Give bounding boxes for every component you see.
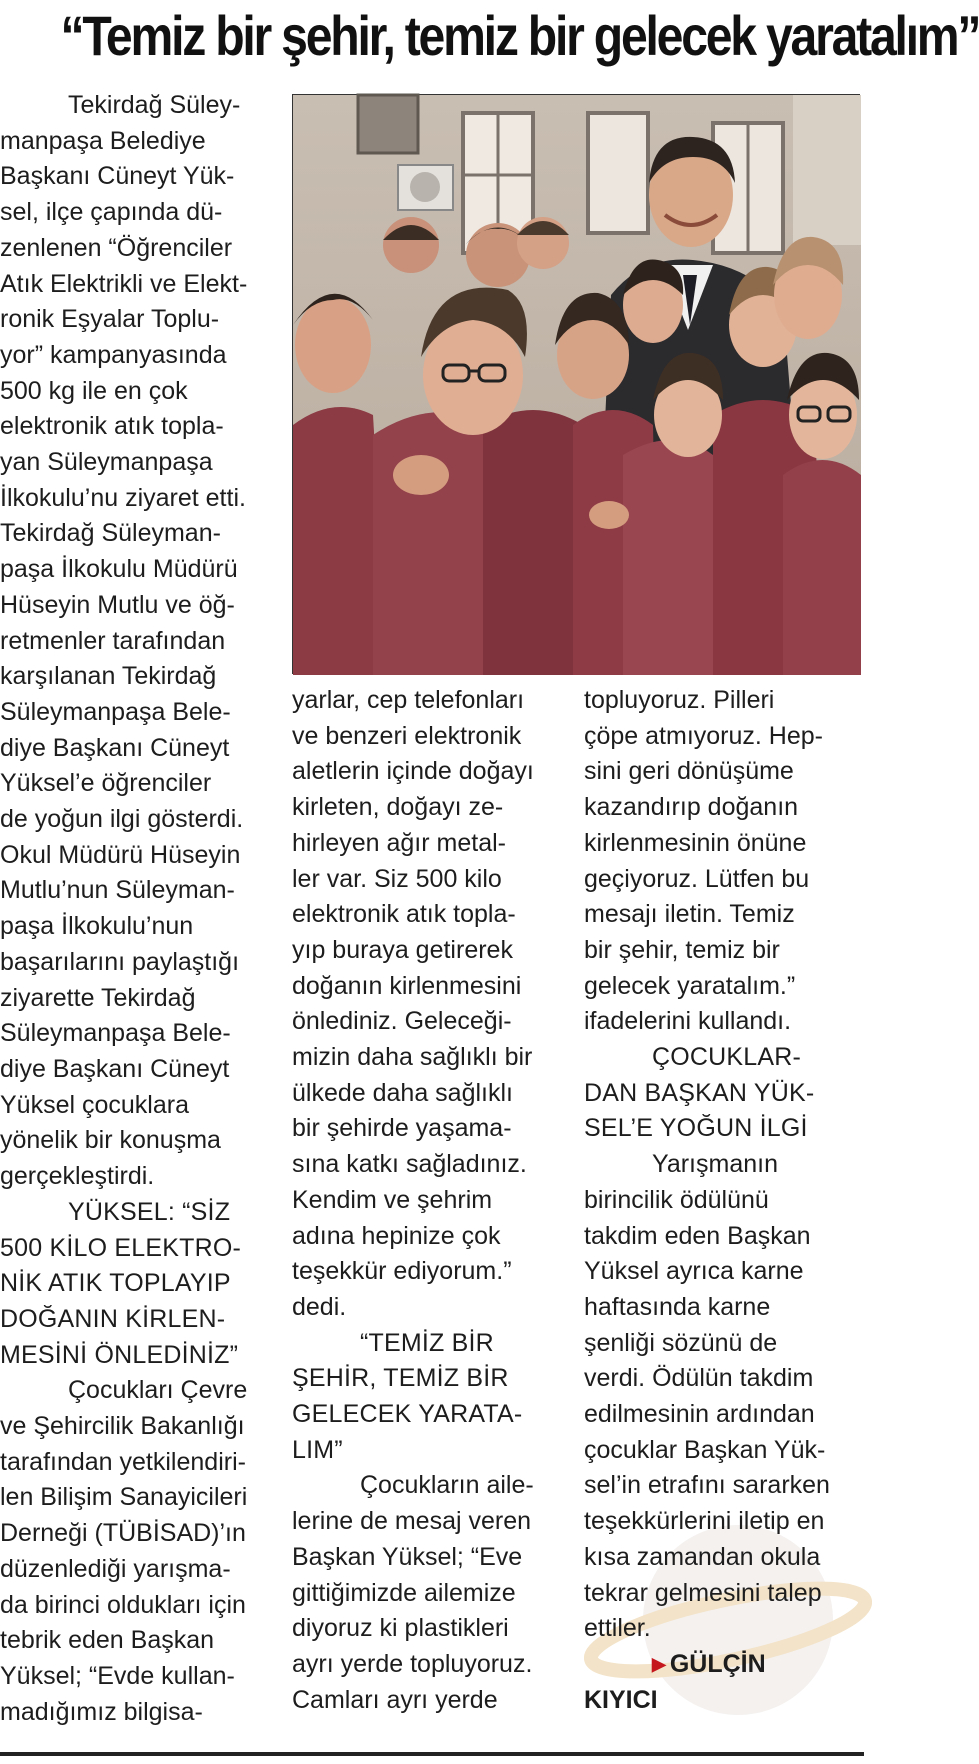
triangle-right-icon: ▶ [652, 1653, 666, 1674]
text-line: teşekkür ediyorum.” [292, 1257, 512, 1286]
text-line: kısa zamandan okula [584, 1542, 821, 1571]
text-line: ve benzeri elektronik [292, 721, 522, 750]
text-line: adına hepinize çok [292, 1221, 501, 1250]
text-line: kirlenmesinin önüne [584, 828, 807, 857]
article-column-1 [0, 88, 262, 1730]
text-line: Çocukların aile- [360, 1471, 534, 1500]
text-line: manpaşa Belediye [0, 126, 206, 155]
text-line: ülkede daha sağlıklı [292, 1078, 513, 1107]
text-line: yarlar, cep telefonları [292, 686, 525, 714]
subheading-line: ÇOCUKLAR- [652, 1043, 802, 1072]
text-line: sına katkı sağladınız. [292, 1150, 527, 1179]
subheading-line: NİK ATIK TOPLAYIP [0, 1269, 231, 1298]
article-photo [292, 94, 860, 674]
text-line: mizin daha sağlıklı bir [292, 1043, 533, 1072]
text-line: bir şehirde yaşama- [292, 1114, 512, 1143]
text-line: Okul Müdürü Hüseyin [0, 840, 241, 869]
subheading-line: MESİNİ ÖNLEDİNİZ” [0, 1340, 239, 1369]
text-line: Hüseyin Mutlu ve öğ- [0, 590, 235, 619]
text-line: haftasında karne [584, 1292, 771, 1321]
text-line: teşekkürlerini iletip en [584, 1507, 825, 1536]
text-line: Atık Elektrikli ve Elekt- [0, 269, 248, 298]
text-line: sel’in etrafını sararken [584, 1471, 830, 1500]
article-column-3 [584, 683, 854, 1718]
text-line: da birinci oldukları için [0, 1590, 246, 1619]
author-last-name: KIYICI [584, 1685, 658, 1714]
text-line: Başkanı Cüneyt Yük- [0, 162, 235, 191]
text-line: mesajı iletin. Temiz [584, 900, 795, 929]
text-line: dedi. [292, 1292, 347, 1321]
text-line: kirleten, doğayı ze- [292, 793, 504, 822]
text-line: ler var. Siz 500 kilo [292, 864, 502, 893]
subheading-line: LIM” [292, 1435, 343, 1464]
text-line: kazandırıp doğanın [584, 793, 799, 822]
text-line: Yarışmanın [652, 1150, 778, 1179]
subheading-line: 500 KİLO ELEKTRO- [0, 1233, 241, 1262]
text-line: Yüksel ayrıca karne [584, 1257, 804, 1286]
text-line: takdim eden Başkan [584, 1221, 811, 1250]
text-line: yıp buraya getirerek [292, 935, 513, 964]
text-line: Tekirdağ Süleyman- [0, 519, 221, 548]
text-line: önlediniz. Geleceği- [292, 1007, 512, 1036]
text-line: verdi. Ödülün takdim [584, 1364, 814, 1393]
text-line: ziyarette Tekirdağ [0, 983, 196, 1012]
text-line: paşa İlkokulu’nun [0, 912, 194, 941]
text-line: Başkan Yüksel; “Eve [292, 1542, 523, 1571]
text-line: ronik Eşyalar Toplu- [0, 305, 220, 334]
text-line: gerçekleştirdi. [0, 1162, 155, 1191]
author-first-name: GÜLÇİN [669, 1649, 766, 1678]
text-line: aletlerin içinde doğayı [292, 757, 534, 786]
text-line: sel, ilçe çapında dü- [0, 198, 223, 227]
text-line: retmenler tarafından [0, 626, 226, 655]
author-byline [584, 1647, 854, 1683]
text-line: Kendim ve şehrim [292, 1185, 493, 1214]
text-line: Derneği (TÜBİSAD)’ın [0, 1519, 246, 1548]
text-line: çöpe atmıyoruz. Hep- [584, 721, 823, 750]
text-line: ifadelerini kullandı. [584, 1007, 792, 1036]
text-line: lerine de mesaj veren [292, 1507, 532, 1536]
text-line: İlkokulu’nu ziyaret etti. [0, 483, 246, 512]
text-line: tekrar gelmesini talep [584, 1578, 822, 1607]
text-line: 500 kg ile en çok [0, 376, 188, 405]
text-line: diyoruz ki plastikleri [292, 1614, 509, 1643]
text-line: başarılarını paylaştığı [0, 947, 240, 976]
text-line: çocuklar Başkan Yük- [584, 1435, 826, 1464]
text-line: düzenlediği yarışma- [0, 1554, 231, 1583]
text-line: Süleymanpaşa Bele- [0, 697, 231, 726]
text-line: diye Başkanı Cüneyt [0, 1054, 230, 1083]
text-line: tarafından yetkilendiri- [0, 1447, 246, 1476]
text-line: elektronik atık topla- [292, 900, 516, 929]
text-line: bir şehir, temiz bir [584, 935, 780, 964]
text-line: Süleymanpaşa Bele- [0, 1019, 231, 1048]
text-line: zenlenen “Öğrenciler [0, 233, 233, 262]
text-line: topluyoruz. Pilleri [584, 686, 775, 714]
text-line: edilmesinin ardından [584, 1400, 815, 1429]
text-line: doğanın kirlenmesini [292, 971, 522, 1000]
text-line: yan Süleymanpaşa [0, 448, 213, 477]
text-line: yönelik bir konuşma [0, 1126, 221, 1155]
text-line: karşılanan Tekirdağ [0, 662, 217, 691]
subheading-line: DOĞANIN KİRLEN- [0, 1304, 226, 1333]
subheading-line: “TEMİZ BİR [360, 1328, 494, 1357]
text-line: Çocukları Çevre [68, 1376, 248, 1405]
text-line: elektronik atık topla- [0, 412, 224, 441]
subheading-line: YÜKSEL: “SİZ [68, 1197, 231, 1226]
article-column-2 [292, 683, 557, 1718]
subheading-line: GELECEK YARATA- [292, 1400, 523, 1429]
text-line: gittiğimizde ailemize [292, 1578, 516, 1607]
text-line: hirleyen ağır metal- [292, 828, 506, 857]
text-line: Camları ayrı yerde [292, 1685, 498, 1714]
bottom-rule [0, 1752, 864, 1756]
text-line: madığımız bilgisa- [0, 1697, 203, 1726]
text-line: yor” kampanyasında [0, 340, 227, 369]
text-line: len Bilişim Sanayicileri [0, 1483, 248, 1512]
text-line: gelecek yaratalım.” [584, 971, 796, 1000]
text-line: tebrik eden Başkan [0, 1626, 215, 1655]
text-line: Yüksel’e öğrenciler [0, 769, 212, 798]
text-line: Mutlu’nun Süleyman- [0, 876, 235, 905]
text-line: Yüksel çocuklara [0, 1090, 189, 1119]
headline: “Temiz bir şehir, temiz bir gelecek yaratalım” [60, 4, 979, 67]
text-line: geçiyoruz. Lütfen bu [584, 864, 810, 893]
subheading-line: DAN BAŞKAN YÜK- [584, 1078, 815, 1107]
text-line: diye Başkanı Cüneyt [0, 733, 230, 762]
text-line: de yoğun ilgi gösterdi. [0, 805, 244, 834]
text-line: ve Şehircilik Bakanlığı [0, 1412, 245, 1441]
text-line: ayrı yerde topluyoruz. [292, 1649, 533, 1678]
text-line: paşa İlkokulu Müdürü [0, 555, 238, 584]
text-line: şenliği sözünü de [584, 1328, 778, 1357]
subheading-line: SEL’E YOĞUN İLGİ [584, 1114, 808, 1143]
text-line: Tekirdağ Süley- [68, 91, 241, 119]
text-line: birincilik ödülünü [584, 1185, 769, 1214]
text-line: Yüksel; “Evde kullan- [0, 1661, 235, 1690]
text-line: sini geri dönüşüme [584, 757, 794, 786]
subheading-line: ŞEHİR, TEMİZ BİR [292, 1364, 509, 1393]
photo-illustration [293, 95, 861, 675]
text-line: ettiler. [584, 1614, 651, 1643]
